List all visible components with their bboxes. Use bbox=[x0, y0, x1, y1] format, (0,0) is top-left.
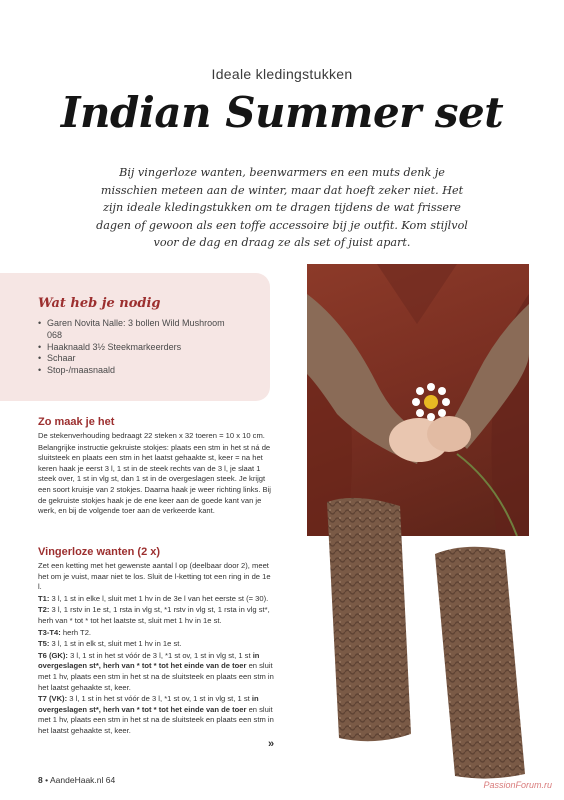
mittens-heading: Vingerloze wanten (2 x) bbox=[38, 546, 161, 558]
continue-arrow: » bbox=[268, 738, 275, 750]
page-title: Indian Summer set bbox=[60, 88, 504, 137]
kicker: Ideale kledingstukken bbox=[211, 66, 353, 82]
watermark: PassionForum.ru bbox=[483, 780, 552, 790]
mittens-intro: Zet een ketting met het gewenste aantal l op (deelbaar door 2), meet het om je vuist, maar niet te los. Sluit de l-ketting tot een ring in de 1e l. bbox=[38, 561, 271, 592]
materials-list bbox=[38, 318, 228, 377]
list-item: • Stop-/maasnaald bbox=[38, 365, 228, 377]
row-t1: T1: 3 l, 1 st in elke l, sluit met 1 hv in de 3e l van het eerste st (= 30). bbox=[38, 593, 269, 603]
left-mitten bbox=[327, 498, 411, 741]
page-footer bbox=[38, 775, 115, 785]
mittens-product-photo bbox=[315, 484, 535, 784]
page-number: 8 bbox=[38, 775, 43, 785]
howto-heading: Zo maak je het bbox=[38, 416, 115, 428]
mittens-section bbox=[38, 546, 274, 738]
gauge-text: De stekenverhouding bedraagt 22 steken x 32 toeren = 10 x 10 cm. bbox=[38, 431, 265, 440]
row-t5: T5: 3 l, 1 st in elk st, sluit met 1 hv in 1e st. bbox=[38, 639, 182, 649]
intro-text: Bij vingerloze wanten, beenwarmers en een muts denk je misschien meteen aan de winter, maar dat hoeft zeker niet. Het zijn ideale kledingstukken om te dragen tijdens de wat frissere dagen of gewoon als een toffe accessoire bij je outfit. Kom stijlvol voor de dag en draag ze als set of juist apart. bbox=[96, 166, 468, 249]
list-item: • Garen Novita Nalle: 3 bollen Wild Mushroom 068 bbox=[38, 318, 228, 342]
footer-separator: • bbox=[45, 775, 49, 785]
list-item: • Haaknaald 3½ Steekmarkeerders bbox=[38, 342, 228, 354]
row-t6: T6 (GK): 3 l, 1 st in het st vóór de 3 l, *1 st ov, 1 st in vlg st, 1 st in overgeslagen st*, herh van * tot * tot het einde van de toer en sluit met 1 hv, plaats een stm in het st na de sluitsteek en plaats een stm in het laatst gehaakte st, keer. bbox=[38, 650, 274, 692]
crossed-stitch-note: Belangrijke instructie gekruiste stokjes: plaats een stm in het st ná de sluitsteek en plaats een stm in het laatst gehaakte st, keer = na het keren haak je eerst 3 l, 1 st in de steek rechts van de 3 l, je slaat 1 steek over, 1 st in vlg st, dan 1 st in de overgeslagen steek. Je krijgt een soort kruisje van 2 stokjes. Daarna haak je weer richting links. Bij de gekruiste stokjes haak je de ene keer aan de goede kant van je werk, en bij de volgende toer aan de verkeerde kant. bbox=[38, 442, 271, 516]
right-mitten bbox=[435, 547, 525, 779]
howto-section bbox=[38, 416, 274, 518]
row-t2: T2: 3 l, 1 rstv in 1e st, 1 rsta in vlg st, *1 rstv in vlg st, 1 rsta in vlg st*, herh van * tot * tot het laatste st, sluit met 1 hv in 1e st. bbox=[38, 605, 270, 625]
row-t7: T7 (VK): 3 l, 1 st in het st vóór de 3 l, *1 st ov, 1 st in vlg st, 1 st in overgeslagen st*, herh van * tot * tot het einde van de toer en sluit met 1 hv, plaats een stm in het st na de sluitsteek en plaats een stm in het laatst gehaakte st, keer. bbox=[38, 694, 274, 735]
row-t3-t4: T3-T4: herh T2. bbox=[38, 627, 92, 637]
materials-title: Wat heb je nodig bbox=[38, 296, 161, 311]
magazine-name: AandeHaak.nl 64 bbox=[50, 775, 116, 785]
list-item: • Schaar bbox=[38, 353, 228, 365]
